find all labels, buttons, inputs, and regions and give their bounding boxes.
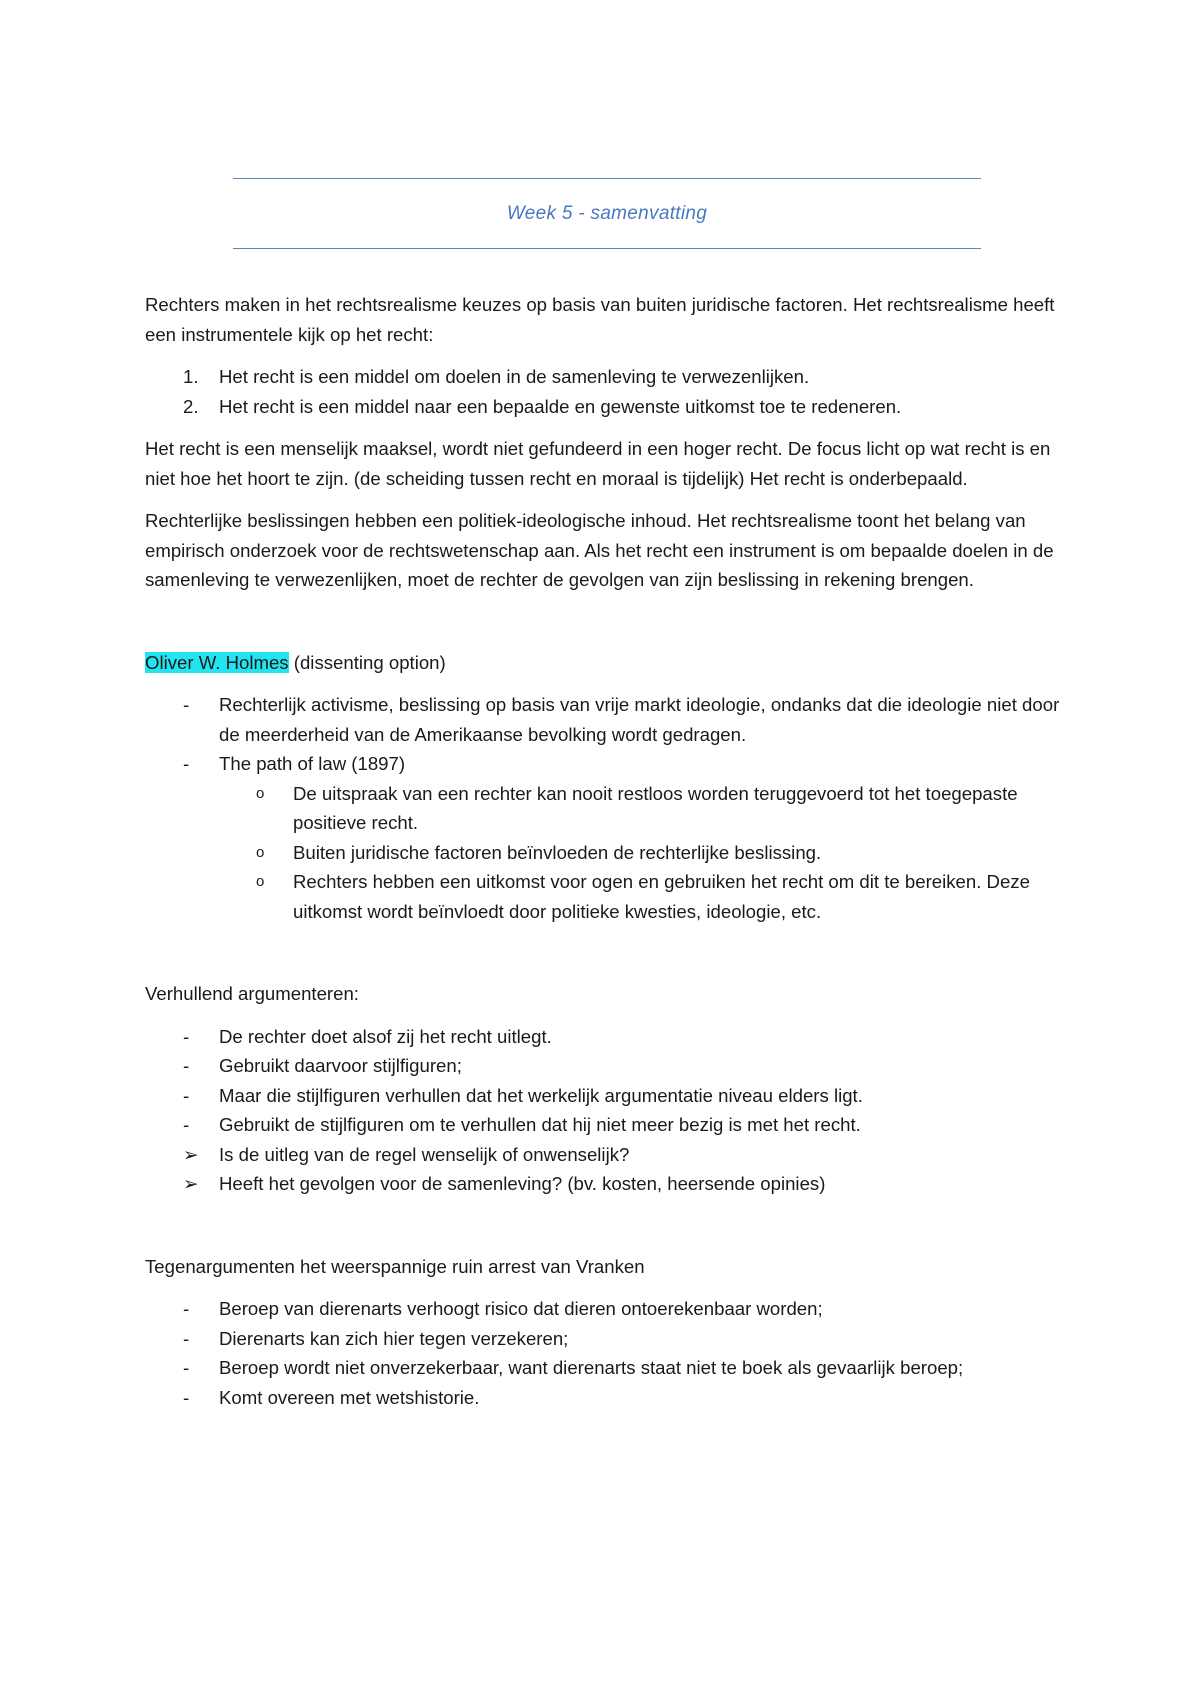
sublist-marker: o xyxy=(256,873,265,890)
list-item xyxy=(145,1383,1075,1413)
numbered-list xyxy=(145,362,1075,421)
list-marker: - xyxy=(183,1386,190,1408)
list-marker: 1. xyxy=(183,366,199,387)
sublist-item-text: De uitspraak van een rechter kan nooit restloos worden teruggevoerd tot het toegepaste positieve recht. xyxy=(293,782,1018,833)
paragraph-politiek-ideologisch: Rechterlijke beslissingen hebben een politiek-ideologische inhoud. Het rechtsrealisme toont het belang van empirisch onderzoek voor de rechtswetenschap aan. Als het recht een instrument is om bepaalde doelen in de samenleving te verwezenlijken, moet de rechter de gevolgen van zijn beslissing in rekening brengen. xyxy=(145,510,1054,590)
list-item-text: Het recht is een middel om doelen in de samenleving te verwezenlijken. xyxy=(219,366,810,387)
sublist-item-text: Rechters hebben een uitkomst voor ogen en gebruiken het recht om dit te bereiken. Deze uitkomst wordt beïnvloedt door politieke kwesties, ideologie, etc. xyxy=(293,871,1030,922)
holmes-list xyxy=(145,690,1075,779)
list-marker: - xyxy=(183,1327,190,1349)
list-item-text: De rechter doet alsof zij het recht uitlegt. xyxy=(219,1025,552,1047)
highlighted-name: Oliver W. Holmes xyxy=(145,651,289,673)
title-rule-bottom xyxy=(233,248,981,249)
list-marker: - xyxy=(183,1025,190,1047)
holmes-heading xyxy=(145,648,1075,678)
list-item-text: Komt overeen met wetshistorie. xyxy=(219,1386,480,1408)
verhullend-list xyxy=(145,1022,1075,1199)
list-item xyxy=(145,392,1075,422)
list-item xyxy=(145,1022,1075,1052)
list-item-text: Beroep van dierenarts verhoogt risico dat dieren ontoerekenbaar worden; xyxy=(219,1298,823,1319)
list-item xyxy=(145,1051,1075,1081)
list-marker: - xyxy=(183,694,190,715)
list-item xyxy=(145,1110,1075,1140)
list-marker: 2. xyxy=(183,395,199,417)
sublist-marker: o xyxy=(256,784,265,802)
sublist-marker: o xyxy=(256,843,265,861)
intro-paragraph: Rechters maken in het rechtsrealisme keuzes op basis van buiten juridische factoren. Het rechtsrealisme heeft een instrumentele kijk op het recht: xyxy=(145,294,1055,345)
list-marker: - xyxy=(183,753,190,774)
list-item-text: Maar die stijlfiguren verhullen dat het werkelijk argumentatie niveau elders ligt. xyxy=(219,1084,863,1106)
sublist-item xyxy=(145,779,1075,838)
list-item xyxy=(145,362,1075,392)
holmes-heading-suffix: (dissenting option) xyxy=(288,651,446,673)
document-body xyxy=(145,290,1075,1425)
list-marker: - xyxy=(183,1298,190,1319)
list-marker: - xyxy=(183,1357,190,1378)
list-item xyxy=(145,1140,1075,1170)
arrow-bullet-icon: ➢ xyxy=(183,1143,199,1165)
list-item xyxy=(145,690,1075,749)
tegen-heading: Tegenargumenten het weerspannige ruin arrest van Vranken xyxy=(145,1255,645,1277)
sublist-item xyxy=(145,867,1075,926)
list-item-text: Gebruikt de stijlfiguren om te verhullen dat hij niet meer bezig is met het recht. xyxy=(219,1114,861,1135)
title-rule-top xyxy=(233,178,981,179)
list-item-text: The path of law (1897) xyxy=(219,753,406,774)
list-marker: - xyxy=(183,1084,190,1106)
list-item-text: Rechterlijk activisme, beslissing op basis van vrije markt ideologie, ondanks dat die ideologie niet door de meerderheid van de Amerikaanse bevolking wordt gedragen. xyxy=(219,694,1060,745)
list-item xyxy=(145,1324,1075,1354)
list-item xyxy=(145,1294,1075,1324)
arrow-bullet-icon: ➢ xyxy=(183,1173,199,1194)
list-item-text: Dierenarts kan zich hier tegen verzekeren; xyxy=(219,1327,569,1349)
page-title: Week 5 - samenvatting xyxy=(506,203,708,224)
list-marker: - xyxy=(183,1055,190,1076)
list-item xyxy=(145,1169,1075,1199)
list-item-text: Het recht is een middel naar een bepaalde en gewenste uitkomst toe te redeneren. xyxy=(219,395,902,417)
paragraph-mensen-maaksel: Het recht is een menselijk maaksel, wordt niet gefundeerd in een hoger recht. De focus licht op wat recht is en niet hoe het hoort te zijn. (de scheiding tussen recht en moraal is tijdelijk) Het recht is onderbepaald. xyxy=(145,438,1051,489)
list-item-text: Is de uitleg van de regel wenselijk of onwenselijk? xyxy=(219,1143,630,1165)
list-item xyxy=(145,1353,1075,1383)
verhullend-heading: Verhullend argumenteren: xyxy=(145,983,359,1004)
sublist-item xyxy=(145,838,1075,868)
list-item-text: Gebruikt daarvoor stijlfiguren; xyxy=(219,1055,462,1076)
list-item xyxy=(145,749,1075,779)
list-item-text: Beroep wordt niet onverzekerbaar, want dierenarts staat niet te boek als gevaarlijk beroep; xyxy=(219,1357,964,1378)
list-item-text: Heeft het gevolgen voor de samenleving? (bv. kosten, heersende opinies) xyxy=(219,1173,826,1194)
tegen-list xyxy=(145,1294,1075,1412)
list-item xyxy=(145,1081,1075,1111)
list-marker: - xyxy=(183,1114,190,1135)
holmes-sublist xyxy=(145,779,1075,927)
sublist-item-text: Buiten juridische factoren beïnvloeden de rechterlijke beslissing. xyxy=(293,841,822,863)
